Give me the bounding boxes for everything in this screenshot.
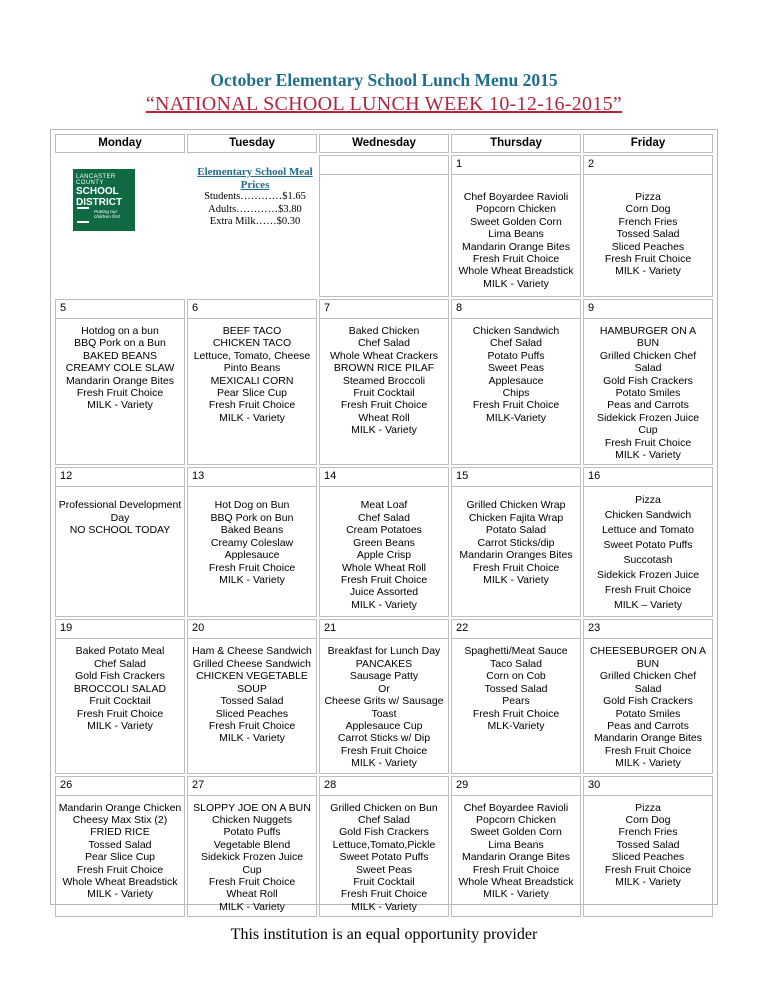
menu-item: Fresh Fruit Choice	[340, 744, 428, 757]
menu-item: Mandarin Orange Bites	[462, 851, 570, 864]
day-number: 8	[452, 300, 580, 319]
menu-item: CHICKEN TACO	[212, 337, 292, 350]
menu-items	[452, 639, 580, 735]
menu-item: Fresh Fruit Choice	[208, 719, 296, 732]
menu-items	[584, 796, 712, 892]
menu-items	[452, 175, 580, 293]
menu-item: MILK - Variety	[483, 888, 549, 901]
menu-item: Sweet Potato Puffs	[603, 539, 693, 552]
menu-items	[320, 175, 448, 184]
menu-item: Toast	[371, 707, 397, 720]
menu-item: Professional Development	[58, 499, 182, 512]
menu-item: HAMBURGER ON A	[599, 325, 697, 337]
menu-item: Fresh Fruit Choice	[208, 561, 296, 574]
menu-item: MILK - Variety	[483, 277, 549, 290]
menu-item: Potato Smiles	[615, 387, 681, 400]
day-number: 2	[584, 156, 712, 175]
menu-item: Fresh Fruit Choice	[340, 399, 428, 412]
day-number: 22	[452, 620, 580, 639]
menu-item: Chef Salad	[358, 337, 410, 350]
menu-item: Cheese Grits w/ Sausage	[324, 695, 444, 708]
menu-item: Meat Loaf	[360, 499, 408, 512]
menu-item: Fresh Fruit Choice	[208, 875, 296, 888]
menu-item: MLK-Variety	[487, 719, 545, 732]
menu-item: Fruit Cocktail	[353, 875, 415, 888]
day-number: 20	[188, 620, 316, 639]
menu-item: Corn Dog	[625, 813, 671, 826]
day-number: 12	[56, 468, 184, 487]
week-row	[55, 619, 713, 773]
menu-items	[320, 639, 448, 772]
menu-item: Fresh Fruit Choice	[340, 888, 428, 901]
menu-items	[188, 487, 316, 589]
menu-item: Chef Boyardee Ravioli	[463, 801, 569, 814]
menu-item: Fresh Fruit Choice	[472, 863, 560, 876]
menu-item: Tossed Salad	[616, 228, 680, 241]
menu-item: Pear Slice Cup	[216, 387, 288, 400]
menu-item: Fresh Fruit Choice	[604, 584, 692, 597]
menu-item: Fresh Fruit Choice	[604, 436, 692, 449]
menu-item: Chips	[502, 387, 530, 400]
menu-item: Fresh Fruit Choice	[604, 253, 692, 266]
price-adults: Adults…………$3.80	[208, 203, 302, 215]
menu-item: MILK - Variety	[219, 732, 285, 745]
menu-item: Fresh Fruit Choice	[472, 707, 560, 720]
menu-item: MILK - Variety	[351, 598, 417, 611]
menu-items	[452, 487, 580, 589]
menu-item: Corn Dog	[625, 203, 671, 216]
menu-item: Tossed Salad	[484, 682, 548, 695]
menu-item: MILK - Variety	[87, 399, 153, 412]
menu-item: Sweet Peas	[355, 863, 413, 876]
meal-prices-heading: Elementary School Meal Prices	[197, 166, 313, 191]
menu-items	[56, 639, 184, 735]
menu-item: Fruit Cocktail	[89, 695, 151, 708]
school-district-logo	[73, 169, 135, 231]
page-title: October Elementary School Lunch Menu 2015	[210, 70, 558, 90]
day-number: 21	[320, 620, 448, 639]
menu-items	[188, 319, 316, 427]
menu-item: Gold Fish Crackers	[75, 670, 165, 683]
menu-item: BUN	[636, 657, 660, 670]
day-number: 19	[56, 620, 184, 639]
menu-item: Fresh Fruit Choice	[208, 399, 296, 412]
menu-item: Sidekick Frozen Juice	[596, 411, 700, 424]
menu-item: Potato Salad	[485, 524, 547, 537]
menu-item: Potato Puffs	[487, 349, 545, 362]
menu-item: SOUP	[237, 682, 267, 695]
menu-items	[452, 319, 580, 427]
menu-items	[584, 639, 712, 772]
menu-item: Carrot Sticks/dip	[477, 536, 555, 549]
menu-items	[320, 319, 448, 440]
day-cell	[583, 467, 713, 617]
day-cell	[451, 299, 581, 465]
menu-item: Wheat Roll	[226, 888, 278, 901]
day-cell	[319, 155, 449, 297]
menu-item: MILK - Variety	[219, 411, 285, 424]
menu-item: Mandarin Orange Bites	[594, 732, 702, 745]
day-cell	[451, 776, 581, 918]
menu-item: Or	[378, 682, 390, 695]
menu-items	[56, 319, 184, 415]
menu-items	[188, 796, 316, 917]
menu-item: BAKED BEANS	[82, 349, 158, 362]
menu-item: Gold Fish Crackers	[603, 374, 693, 387]
menu-item: Chef Salad	[94, 657, 146, 670]
day-number: 16	[584, 468, 712, 487]
menu-item: Ham & Cheese Sandwich	[192, 645, 312, 658]
price-extra-milk: Extra Milk……$0.30	[209, 216, 301, 227]
menu-items	[188, 639, 316, 747]
menu-item: Whole Wheat Roll	[341, 561, 427, 574]
menu-item: Pear Slice Cup	[84, 851, 156, 864]
menu-item: Grilled Chicken on Bun	[330, 801, 438, 814]
menu-item: Gold Fish Crackers	[339, 826, 429, 839]
menu-item: Applesauce Cup	[345, 719, 423, 732]
day-number: 14	[320, 468, 448, 487]
day-cell	[187, 299, 317, 465]
menu-item: Fresh Fruit Choice	[472, 253, 560, 266]
menu-item: Gold Fish Crackers	[603, 695, 693, 708]
day-header-tuesday: Tuesday	[187, 134, 317, 153]
day-cell	[55, 299, 185, 465]
menu-item: Sidekick Frozen Juice	[596, 569, 700, 582]
menu-item: MILK-Variety	[486, 411, 546, 424]
menu-item: Green Beans	[353, 536, 415, 549]
menu-item: Chicken Nuggets	[212, 813, 292, 826]
logo-text-district: DISTRICT	[76, 197, 123, 208]
menu-item: Cheesy Max Stix (2)	[72, 813, 168, 826]
menu-item: BBQ Pork on Bun	[210, 511, 294, 524]
menu-item: Fresh Fruit Choice	[76, 387, 164, 400]
day-cell	[451, 619, 581, 773]
menu-item: Grilled Chicken Chef	[599, 670, 697, 683]
menu-item: MILK - Variety	[219, 573, 285, 586]
menu-item: Fresh Fruit Choice	[604, 744, 692, 757]
day-number: 26	[56, 777, 184, 796]
menu-item: BBQ Pork on a Bun	[74, 337, 166, 350]
menu-item: BUN	[636, 337, 660, 350]
menu-item: Fruit Cocktail	[353, 387, 415, 400]
menu-item: MEXICALI CORN	[210, 374, 294, 387]
menu-item: Whole Wheat Breadstick	[458, 265, 574, 278]
day-header-friday: Friday	[583, 134, 713, 153]
day-cell	[187, 776, 317, 918]
day-number: 23	[584, 620, 712, 639]
day-cell	[319, 619, 449, 773]
menu-item: Sliced Peaches	[611, 851, 685, 864]
menu-item: Whole Wheat Breadstick	[458, 875, 574, 888]
menu-item: Baked Potato Meal	[75, 645, 165, 658]
menu-item: Salad	[634, 362, 662, 375]
menu-item: CHICKEN VEGETABLE	[196, 670, 308, 683]
menu-item: Vegetable Blend	[213, 838, 291, 851]
menu-items	[187, 155, 317, 164]
menu-item: Applesauce	[224, 549, 280, 562]
day-number: 15	[452, 468, 580, 487]
menu-item: Hotdog on a bun	[81, 325, 159, 337]
menu-item: French Fries	[618, 826, 678, 839]
menu-items	[320, 487, 448, 614]
menu-item: Applesauce	[488, 374, 544, 387]
menu-item: Peas and Carrots	[607, 719, 689, 732]
menu-item: MILK - Variety	[87, 888, 153, 901]
day-number: 6	[188, 300, 316, 319]
day-number: 9	[584, 300, 712, 319]
menu-item: MILK - Variety	[219, 900, 285, 913]
day-header-monday: Monday	[55, 134, 185, 153]
menu-item: BROWN RICE PILAF	[333, 362, 435, 375]
menu-item: Hot Dog on Bun	[214, 499, 290, 512]
menu-item: Salad	[634, 682, 662, 695]
day-cell	[583, 619, 713, 773]
day-header-row	[55, 134, 713, 153]
menu-item: Sweet Golden Corn	[470, 215, 562, 228]
menu-item: Sliced Peaches	[611, 240, 685, 253]
menu-item: MILK - Variety	[351, 424, 417, 437]
menu-item: French Fries	[618, 215, 678, 228]
day-cell	[451, 467, 581, 617]
day-number: 27	[188, 777, 316, 796]
menu-item: Grilled Chicken Chef	[599, 349, 697, 362]
menu-item: Mandarin Orange Chicken	[58, 801, 182, 814]
menu-item: Fresh Fruit Choice	[340, 573, 428, 586]
menu-item: Pears	[502, 695, 530, 708]
menu-item: Carrot Sticks w/ Dip	[337, 732, 431, 745]
day-header-wednesday: Wednesday	[319, 134, 449, 153]
menu-item: Corn on Cob	[486, 670, 546, 683]
menu-item: Chicken Sandwich	[604, 509, 692, 522]
menu-item: Creamy Coleslaw	[210, 536, 294, 549]
menu-items	[452, 796, 580, 904]
day-cell	[319, 467, 449, 617]
day-cell	[187, 467, 317, 617]
menu-item: Lima Beans	[488, 228, 544, 241]
menu-item: Taco Salad	[490, 657, 542, 670]
menu-item: Cream Potatoes	[346, 524, 422, 537]
menu-item: NO SCHOOL TODAY	[69, 524, 171, 537]
menu-item: Chicken Fajita Wrap	[468, 511, 564, 524]
menu-item: Sidekick Frozen Juice Cup	[200, 851, 304, 876]
menu-item: Tossed Salad	[220, 695, 284, 708]
menu-item: BEEF TACO	[222, 325, 282, 337]
menu-item: CHEESEBURGER ON A	[589, 645, 707, 658]
menu-item: Tossed Salad	[616, 838, 680, 851]
menu-item: SLOPPY JOE ON A BUN	[193, 801, 311, 814]
day-cell	[55, 467, 185, 617]
menu-item: Sweet Peas	[487, 362, 545, 375]
menu-item: Tossed Salad	[88, 838, 152, 851]
menu-item: MILK – Variety	[613, 599, 683, 612]
menu-item: Wheat Roll	[358, 411, 410, 424]
day-number: 1	[452, 156, 580, 175]
footer-statement: This institution is an equal opportunity provider	[230, 926, 538, 943]
logo-stripe-icon	[77, 207, 89, 223]
day-number: 13	[188, 468, 316, 487]
menu-item: Popcorn Chicken	[476, 813, 556, 826]
price-students: Students…………$1.65	[204, 191, 306, 202]
menu-item: MILK - Variety	[615, 875, 681, 888]
logo-text-school: SCHOOL	[76, 186, 119, 197]
menu-item: Fresh Fruit Choice	[76, 863, 164, 876]
day-number: 7	[320, 300, 448, 319]
menu-item: Fresh Fruit Choice	[472, 399, 560, 412]
week-row	[55, 299, 713, 465]
menu-items	[56, 487, 184, 539]
day-cell	[55, 619, 185, 773]
day-header-thursday: Thursday	[451, 134, 581, 153]
day-cell	[583, 299, 713, 465]
logo-tagline: Putting our children first	[94, 210, 120, 220]
menu-item: Lettuce, Tomato, Cheese	[193, 349, 311, 362]
menu-item: Lima Beans	[488, 838, 544, 851]
menu-item: Pinto Beans	[223, 362, 281, 375]
day-cell	[319, 776, 449, 918]
menu-item: Day	[110, 511, 130, 524]
day-number: 29	[452, 777, 580, 796]
menu-item: Succotash	[623, 554, 673, 567]
menu-items	[56, 796, 184, 904]
menu-item: CREAMY COLE SLAW	[65, 362, 175, 375]
menu-item: MILK - Variety	[615, 265, 681, 278]
menu-item: Chef Salad	[358, 511, 410, 524]
menu-item: Juice Assorted	[349, 586, 419, 599]
menu-item: Potato Puffs	[223, 826, 281, 839]
menu-item: Sweet Potato Puffs	[339, 851, 429, 864]
lunch-menu-calendar	[53, 132, 715, 919]
menu-item: MILK - Variety	[615, 449, 681, 462]
menu-item: PANCAKES	[355, 657, 413, 670]
menu-item: Sausage Patty	[349, 670, 419, 683]
menu-items	[320, 796, 448, 917]
menu-item: Sliced Peaches	[215, 707, 289, 720]
day-number: 5	[56, 300, 184, 319]
menu-item: Pizza	[635, 191, 661, 203]
day-number	[320, 156, 448, 175]
menu-item: Whole Wheat Breadstick	[62, 875, 178, 888]
menu-item: MILK - Variety	[483, 573, 549, 586]
menu-item: Mandarin Orange Bites	[66, 374, 174, 387]
menu-items	[584, 175, 712, 281]
menu-item: Fresh Fruit Choice	[472, 561, 560, 574]
menu-item: Grilled Chicken Wrap	[466, 499, 566, 512]
menu-item: Sweet Golden Corn	[470, 826, 562, 839]
menu-items	[584, 319, 712, 464]
menu-item: Spaghetti/Meat Sauce	[464, 645, 568, 658]
menu-item: FRIED RICE	[90, 826, 150, 839]
menu-item: Pizza	[635, 494, 661, 507]
day-number: 28	[320, 777, 448, 796]
week-row	[55, 467, 713, 617]
day-cell	[187, 619, 317, 773]
day-cell	[55, 776, 185, 918]
menu-item: Mandarin Orange Bites	[462, 240, 570, 253]
day-cell	[451, 155, 581, 297]
logo-text-lancaster: LANCASTER	[76, 174, 116, 180]
meal-prices-box	[190, 166, 320, 229]
menu-item: Steamed Broccoli	[342, 374, 426, 387]
menu-item: Pizza	[635, 801, 661, 814]
menu-items	[55, 155, 185, 164]
logo-text-county: COUNTY	[76, 180, 104, 186]
page-subtitle: “NATIONAL SCHOOL LUNCH WEEK 10-12-16-2015”	[145, 93, 623, 115]
week-row	[55, 155, 713, 297]
menu-item: Fresh Fruit Choice	[604, 863, 692, 876]
menu-item: Baked Chicken	[348, 325, 420, 337]
menu-item: Chef Salad	[358, 813, 410, 826]
menu-item: MILK - Variety	[87, 719, 153, 732]
menu-item: MILK - Variety	[351, 757, 417, 770]
menu-item: MILK - Variety	[615, 757, 681, 770]
day-cell	[319, 299, 449, 465]
menu-item: Baked Beans	[220, 524, 284, 537]
menu-item: Lettuce and Tomato	[601, 524, 695, 537]
menu-item: Cup	[638, 424, 658, 437]
menu-item: Peas and Carrots	[607, 399, 689, 412]
menu-item: Lettuce,Tomato,Pickle	[332, 838, 436, 851]
menu-item: Chicken Sandwich	[472, 325, 560, 337]
menu-item: Chef Salad	[490, 337, 542, 350]
menu-item: Breakfast for Lunch Day	[327, 645, 441, 658]
menu-item: Fresh Fruit Choice	[76, 707, 164, 720]
menu-item: Potato Smiles	[615, 707, 681, 720]
menu-item: Mandarin Oranges Bites	[459, 549, 573, 562]
day-cell	[583, 776, 713, 918]
day-cell	[583, 155, 713, 297]
menu-item: Popcorn Chicken	[476, 203, 556, 216]
menu-item: BROCCOLI SALAD	[73, 682, 167, 695]
menu-item: MILK - Variety	[351, 900, 417, 913]
menu-item: Chef Boyardee Ravioli	[463, 191, 569, 203]
week-row	[55, 776, 713, 918]
day-number: 30	[584, 777, 712, 796]
menu-item: Apple Crisp	[356, 549, 412, 562]
menu-item: Grilled Cheese Sandwich	[193, 657, 311, 670]
menu-items	[584, 487, 712, 616]
menu-item: Whole Wheat Crackers	[330, 349, 438, 362]
